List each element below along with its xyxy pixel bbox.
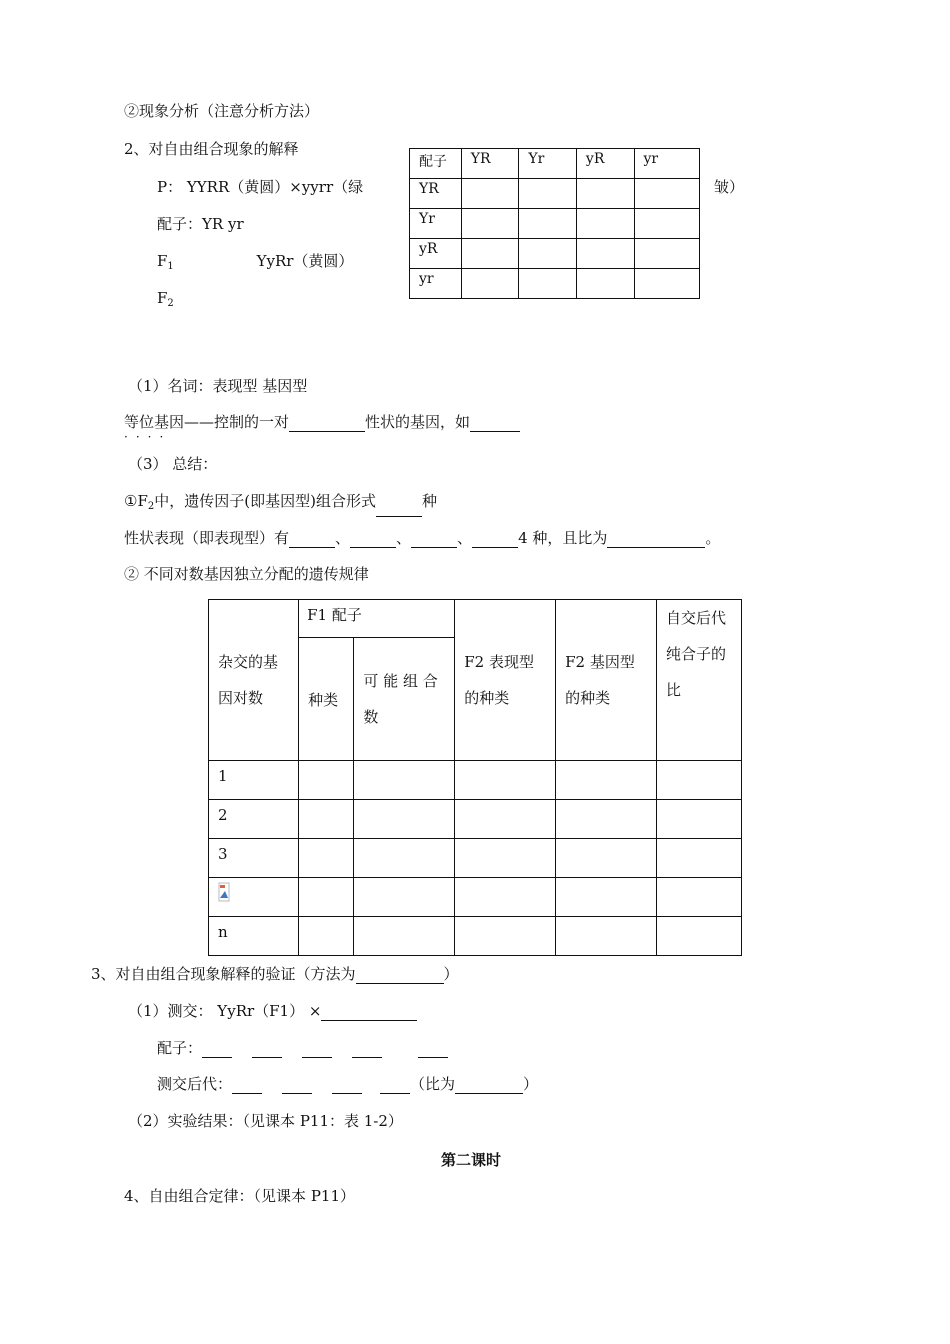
- punnett-row-label: yr: [419, 271, 434, 287]
- allele-term: 等位基因 ····: [124, 413, 185, 444]
- experiment-result: （2）实验结果：（见课本 P11：表 1-2）: [128, 1112, 403, 1130]
- punnett-row-label: Yr: [419, 211, 435, 227]
- col-f2-genotype: F2 基因型的种类: [565, 653, 635, 707]
- col-f2-phenotype: F2 表现型的种类: [464, 653, 534, 707]
- testcross-offspring: 测交后代： （比为 ）: [157, 1075, 539, 1093]
- phenomenon-analysis: ②现象分析（注意分析方法）: [124, 102, 320, 120]
- punnett-header-cell: Yr: [528, 151, 545, 167]
- col-gene-pairs: 杂交的基因对数: [218, 653, 279, 707]
- f2-sub: 2: [167, 298, 174, 309]
- gene-pairs-table: [208, 599, 742, 956]
- row-label: n: [218, 923, 228, 941]
- col-pure-ratio: 自交后代纯合子的比: [665, 609, 726, 699]
- col-combos: 可 能 组 合 数: [363, 672, 438, 726]
- testcross-gametes: 配子：: [157, 1038, 448, 1058]
- f1-line: [157, 251, 353, 277]
- row-label: 2: [218, 806, 228, 824]
- row-label: 1: [218, 767, 228, 785]
- f2-combination-line: $①F_2$中，遗传因子(即基因型)组合形式 种: [124, 491, 437, 517]
- col-kinds: 种类: [308, 690, 339, 709]
- row-label: 3: [218, 845, 228, 863]
- allele-line: 等位基因 ···· ——控制的一对 性状的基因，如: [124, 412, 520, 432]
- f1-label: F: [157, 252, 168, 270]
- f2-label: F: [157, 289, 168, 307]
- phenotype-line: 性状表现（即表现型）有 、 、 、 4 种，且比为 。: [124, 529, 721, 547]
- broken-image-icon: [209, 878, 298, 910]
- punnett-header-cell: 配子: [419, 154, 447, 170]
- col-f1-gamete: F1 配子: [307, 606, 362, 624]
- punnett-row-label: YR: [419, 181, 439, 197]
- p-generation-end: 皱）: [714, 178, 745, 196]
- f1-sub: 1: [167, 261, 174, 272]
- punnett-header-cell: YR: [470, 151, 491, 167]
- punnett-header-cell: yr: [643, 151, 659, 167]
- lesson-two-heading: 第二课时: [441, 1151, 502, 1169]
- terms-line: （1）名词：表现型 基因型: [128, 377, 308, 395]
- f1-value: YyRr（黄圆）: [256, 252, 354, 270]
- punnett-header-cell: yR: [585, 151, 605, 167]
- free-combination-law: 4、自由组合定律：（见课本 P11）: [124, 1187, 355, 1205]
- summary-line: （3） 总结：: [128, 455, 218, 473]
- testcross-line: （1）测交： YyRr（F1） ×: [128, 1001, 417, 1021]
- punnett-square: [409, 148, 700, 299]
- p-generation: P： YYRR（黄圆）×yyrr（绿: [157, 178, 364, 196]
- rule-line: ② 不同对数基因独立分配的遗传规律: [124, 565, 369, 583]
- punnett-row-label: yR: [419, 241, 438, 257]
- section-2-title: 2、对自由组合现象的解释: [124, 140, 299, 158]
- f2-line: [157, 288, 174, 314]
- gamete-line: 配子：YR yr: [157, 215, 244, 233]
- verification-line: 3、对自由组合现象解释的验证（方法为 ）: [91, 965, 459, 983]
